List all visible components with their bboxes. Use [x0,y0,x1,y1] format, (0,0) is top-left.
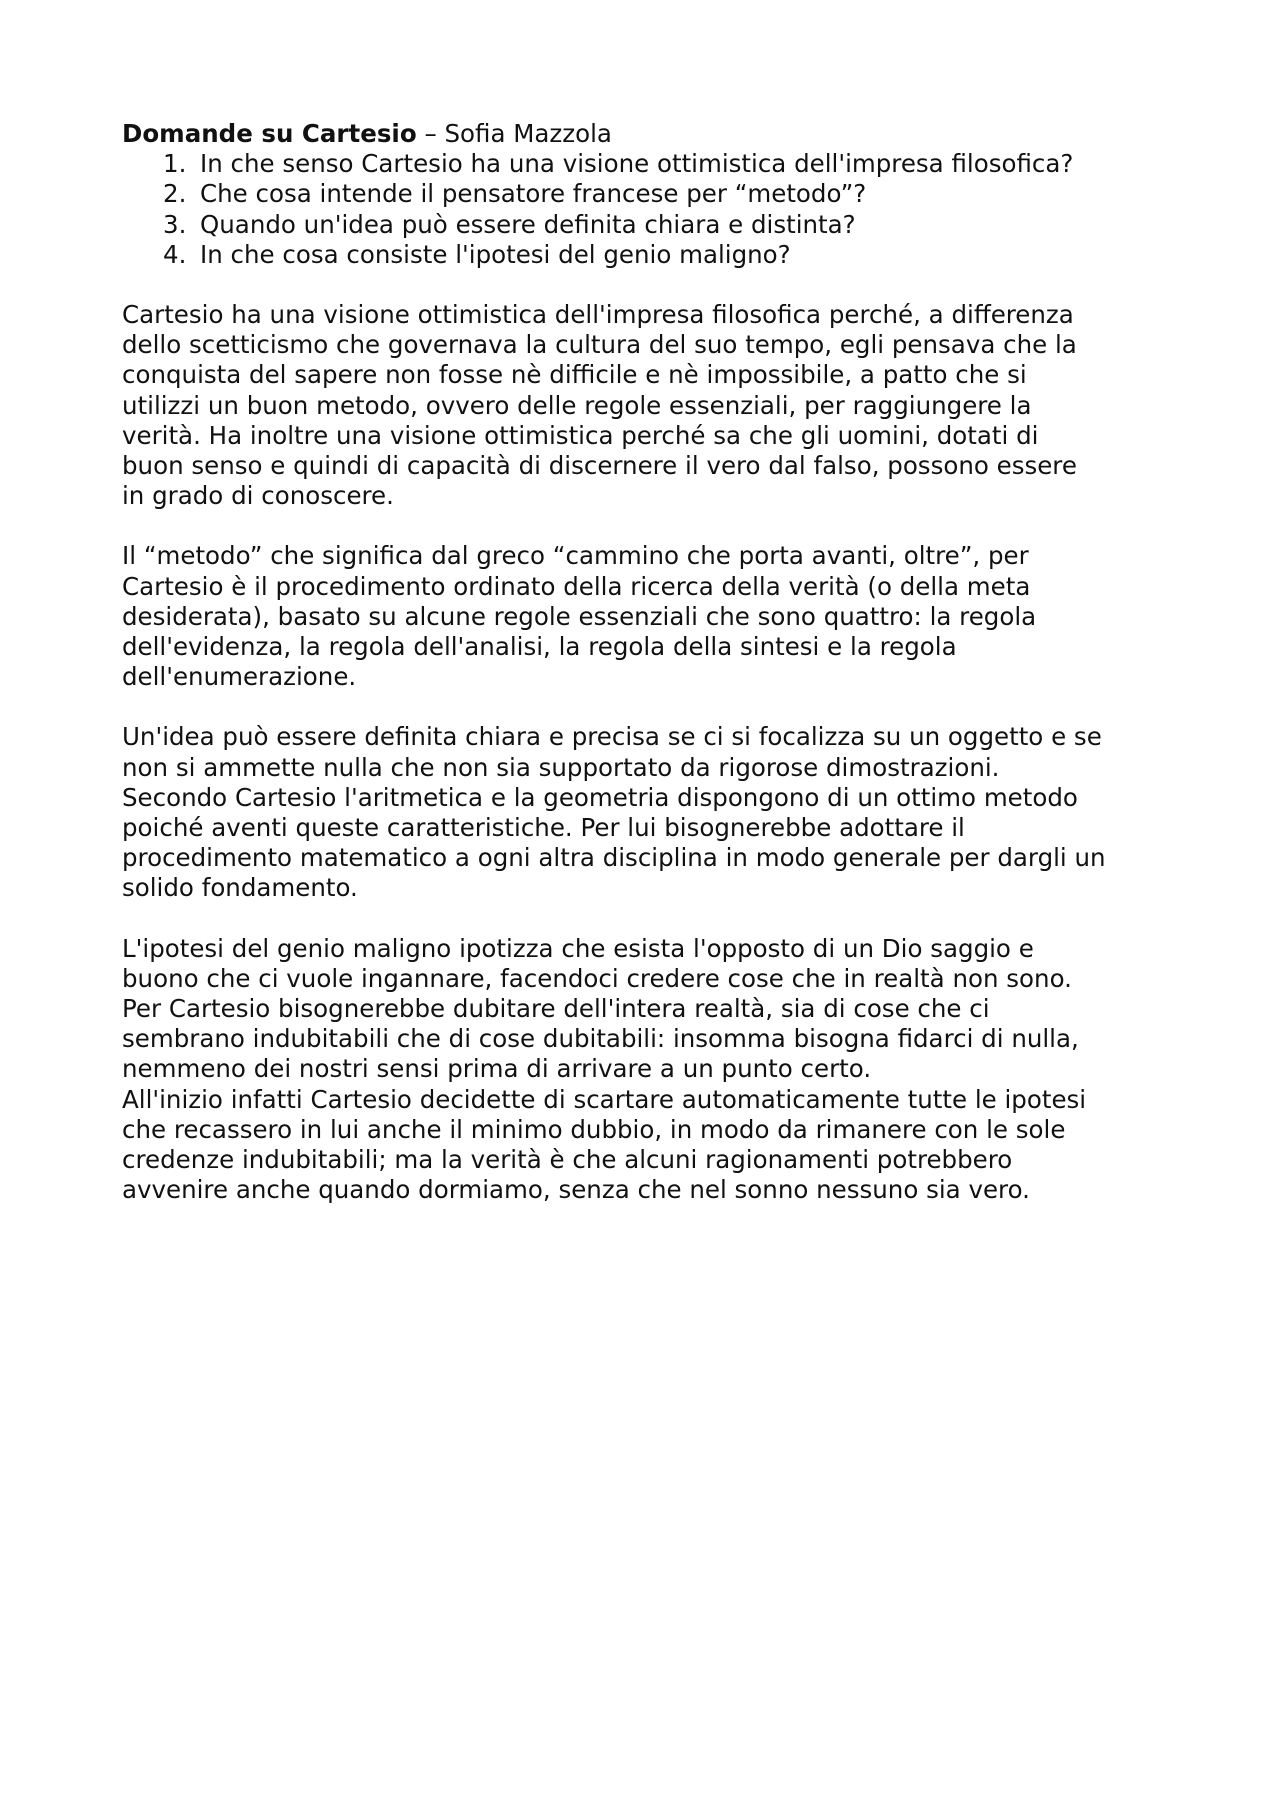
question-number: 2. [163,179,187,209]
question-item [163,239,1182,270]
answer-paragraph-1: Cartesio ha una visione ottimistica dell'impresa filosofica perché, a differenza dello scetticismo che governava la cultura del suo tempo, egli pensava che la conquista del sapere non fosse nè difficile e nè impossibile, a patto che si utilizzi un buon metodo, ovvero delle regole essenziali, per raggiungere la verità. Ha inoltre una visione ottimistica perché sa che gli uomini, dotati di buon senso e quindi di capacità di discernere il vero dal falso, possono essere in grado di conoscere. [122,300,1077,511]
answer-paragraph-2: Il “metodo” che significa dal greco “cammino che porta avanti, oltre”, per Cartesio è il procedimento ordinato della ricerca della verità (o della meta desiderata), basato su alcune regole essenziali che sono quattro: la regola dell'evidenza, la regola dell'analisi, la regola della sintesi e la regola dell'enumerazione. [122,541,1037,692]
questions-list [122,149,1182,270]
question-text: In che senso Cartesio ha una visione ottimistica dell'impresa filosofica? [200,149,1074,179]
answer-paragraph-4: L'ipotesi del genio maligno ipotizza che esista l'opposto di un Dio saggio e buono che ci vuole ingannare, facendoci credere cose che in realtà non sono. Per Cartesio bisognerebbe dubitare dell'intera realtà, sia di cose che ci sembrano indubitabili che di cose dubitabili: insomma bisogna fidarci di nulla, nemmeno dei nostri sensi prima di arrivare a un punto certo. All'inizio infatti Cartesio decidette di scartare automaticamente tutte le ipotesi che recassero in lui anche il minimo dubbio, in modo da rimanere con le sole credenze indubitabili; ma la verità è che alcuni ragionamenti potrebbero avvenire anche quando dormiamo, senza che nel sonno nessuno sia vero. [122,933,1087,1205]
document-title [122,119,1182,149]
question-text: Che cosa intende il pensatore francese per “metodo”? [200,179,867,209]
question-text: In che cosa consiste l'ipotesi del genio maligno? [200,239,791,269]
author-text: – Sofia Mazzola [416,119,612,148]
question-number: 3. [163,209,187,239]
answer-paragraph-3: Un'idea può essere definita chiara e precisa se ci si focalizza su un oggetto e se non si ammette nulla che non sia supportato da rigorose dimostrazioni. Secondo Cartesio l'aritmetica e la geometria dispongono di un ottimo metodo poiché aventi queste caratteristiche. Per lui bisognerebbe adottare il procedimento matematico a ogni altra disciplina in modo generale per dargli un solido fondamento. [122,722,1106,903]
question-number: 1. [163,149,187,179]
title-bold-text: Domande su Cartesio [122,119,417,148]
document-page [122,119,1182,1206]
question-item [163,149,1182,179]
question-item [163,209,1182,240]
question-text: Quando un'idea può essere definita chiara e distinta? [200,209,856,239]
question-item [163,179,1182,209]
question-number: 4. [163,239,187,269]
